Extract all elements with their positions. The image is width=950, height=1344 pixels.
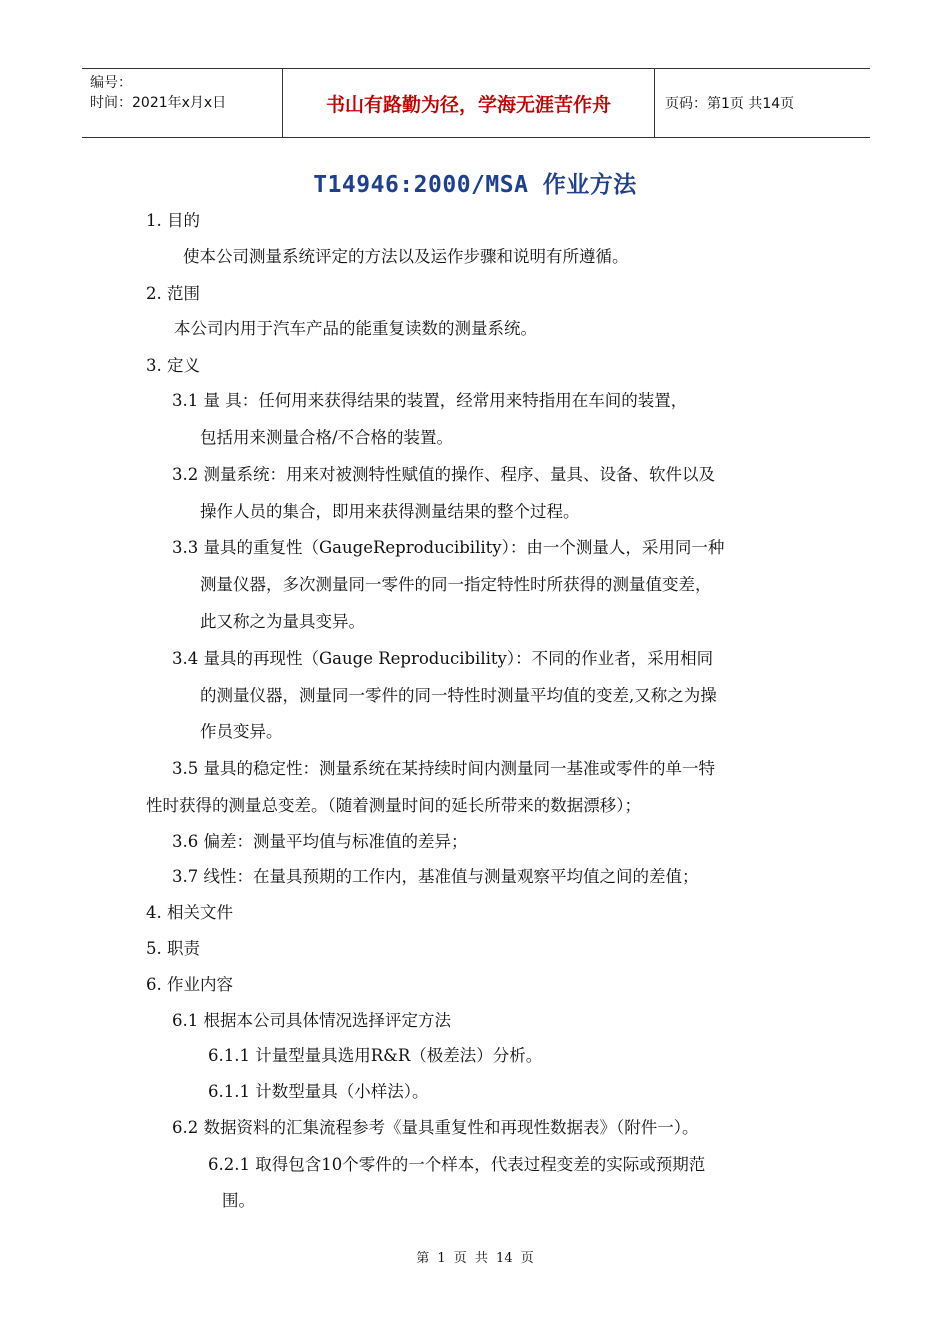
definition-continuation: 测量仪器，多次测量同一零件的同一指定特性时所获得的测量值变差， bbox=[200, 575, 712, 594]
page-footer: 第 1 页 共 14 页 bbox=[416, 1251, 534, 1266]
section-heading-related-docs: 4. 相关文件 bbox=[146, 903, 233, 922]
definition-item: 3.3 量具的重复性（GaugeReproducibility）：由一个测量人，采用同一种 bbox=[172, 538, 725, 557]
section-heading-work-content: 6. 作业内容 bbox=[146, 975, 233, 994]
subsection-item: 6.2 数据资料的汇集流程参考《量具重复性和再现性数据表》（附件一）。 bbox=[172, 1118, 699, 1137]
header-motto: 书山有路勤为径，学海无涯苦作舟 bbox=[282, 69, 655, 137]
header-page-info: 页码：第1页 共14页 bbox=[665, 96, 795, 112]
subsection-item: 6.1.1 计量型量具选用R&R（极差法）分析。 bbox=[208, 1046, 543, 1065]
subsection-item: 6.1.1 计数型量具（小样法）。 bbox=[208, 1082, 429, 1101]
section-heading-purpose: 1. 目的 bbox=[146, 211, 200, 230]
definition-item: 3.6 偏差：测量平均值与标准值的差异； bbox=[172, 832, 468, 851]
subsection-item: 6.2.1 取得包含10个零件的一个样本，代表过程变差的实际或预期范 bbox=[208, 1155, 706, 1174]
document-number-label: 编号： bbox=[90, 75, 132, 91]
definition-continuation: 包括用来测量合格/不合格的装置。 bbox=[200, 428, 454, 447]
definition-continuation: 操作人员的集合，即用来获得测量结果的整个过程。 bbox=[200, 502, 580, 521]
definition-item: 3.7 线性：在量具预期的工作内，基准值与测量观察平均值之间的差值； bbox=[172, 867, 699, 886]
definition-item: 3.4 量具的再现性（Gauge Reproducibility）：不同的作业者，采用相同 bbox=[172, 649, 714, 668]
subsection-continuation: 围。 bbox=[222, 1191, 255, 1210]
header-meta bbox=[82, 69, 282, 137]
section-heading-responsibility: 5. 职责 bbox=[146, 939, 200, 958]
document-header bbox=[82, 68, 870, 138]
subsection-item: 6.1 根据本公司具体情况选择评定方法 bbox=[172, 1011, 451, 1030]
body-text: 使本公司测量系统评定的方法以及运作步骤和说明有所遵循。 bbox=[183, 247, 629, 266]
definition-item: 3.5 量具的稳定性：测量系统在某持续时间内测量同一基准或零件的单一特 bbox=[172, 759, 715, 778]
section-heading-scope: 2. 范围 bbox=[146, 284, 200, 303]
definition-continuation: 此又称之为量具变异。 bbox=[200, 612, 365, 631]
definition-continuation: 作员变异。 bbox=[200, 722, 283, 741]
definition-item: 3.1 量 具：任何用来获得结果的装置，经常用来特指用在车间的装置， bbox=[172, 391, 688, 410]
document-date-label: 时间：2021年x月x日 bbox=[90, 95, 227, 111]
definition-item: 3.2 测量系统：用来对被测特性赋值的操作、程序、量具、设备、软件以及 bbox=[172, 465, 715, 484]
section-heading-definitions: 3. 定义 bbox=[146, 356, 200, 375]
definition-continuation: 性时获得的测量总变差。（随着测量时间的延长所带来的数据漂移）； bbox=[146, 796, 641, 815]
body-text: 本公司内用于汽车产品的能重复读数的测量系统。 bbox=[174, 319, 537, 338]
definition-continuation: 的测量仪器，测量同一零件的同一特性时测量平均值的变差,又称之为操 bbox=[200, 686, 717, 705]
document-title: T14946:2000/MSA 作业方法 bbox=[313, 172, 637, 198]
